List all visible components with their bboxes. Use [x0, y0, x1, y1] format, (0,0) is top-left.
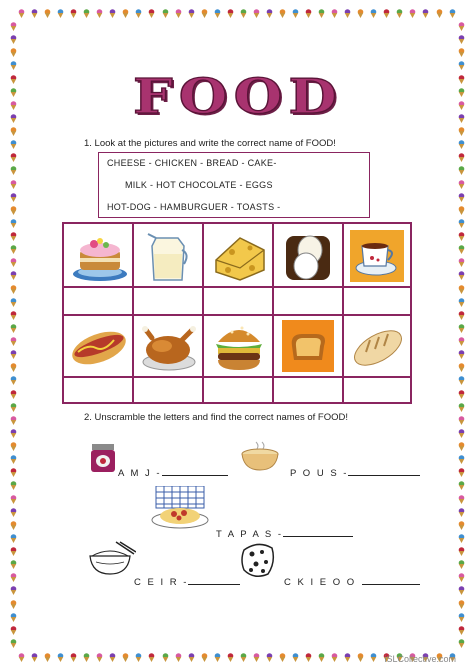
ice-cream-cone-icon [458, 547, 465, 556]
ice-cream-cone-icon [214, 9, 221, 18]
ice-cream-cone-icon [458, 403, 465, 412]
ice-cream-cone-icon [10, 166, 17, 175]
ice-cream-cone-icon [10, 61, 17, 70]
ice-cream-cone-icon [135, 653, 142, 662]
cheese-icon [210, 230, 268, 282]
ice-cream-cone-icon [31, 9, 38, 18]
ice-cream-cone-icon [292, 653, 299, 662]
page-title [98, 66, 378, 128]
ice-cream-cone-icon [458, 35, 465, 44]
decorative-border-left [8, 22, 18, 648]
ice-cream-cone-icon [458, 88, 465, 97]
ice-cream-cone-icon [227, 653, 234, 662]
ice-cream-cone-icon [10, 403, 17, 412]
ice-cream-cone-icon [458, 429, 465, 438]
ice-cream-cone-icon [10, 324, 17, 333]
ice-cream-cone-icon [458, 127, 465, 136]
ice-cream-cone-icon [31, 653, 38, 662]
ice-cream-cone-icon [383, 9, 390, 18]
ice-cream-cone-icon [18, 653, 25, 662]
ice-cream-cone-icon [44, 653, 51, 662]
ice-cream-cone-icon [83, 653, 90, 662]
ice-cream-cone-icon [10, 311, 17, 320]
pous-answer-blank[interactable] [348, 467, 420, 476]
ice-cream-cone-icon [10, 140, 17, 149]
ice-cream-cone-icon [458, 298, 465, 307]
ice-cream-cone-icon [10, 481, 17, 490]
ice-cream-cone-icon [96, 9, 103, 18]
word-bank [98, 152, 370, 218]
ice-cream-cone-icon [57, 9, 64, 18]
ice-cream-cone-icon [357, 653, 364, 662]
tapas-answer-blank[interactable] [283, 528, 353, 537]
ice-cream-cone-icon [10, 350, 17, 359]
ice-cream-cone-icon [10, 376, 17, 385]
unscramble-ckieoo [284, 576, 420, 588]
footer-credit: iSLCollective.com [384, 654, 456, 664]
word-bank-line-2: MILK - HOT CHOCOLATE - EGGS [125, 180, 273, 190]
ice-cream-cone-icon [458, 114, 465, 123]
ice-cream-cone-icon [10, 114, 17, 123]
answer-cell-8[interactable] [204, 378, 272, 402]
ice-cream-cone-icon [10, 258, 17, 267]
ice-cream-cone-icon [449, 9, 456, 18]
amj-answer-blank[interactable] [162, 467, 228, 476]
ice-cream-cone-icon [214, 653, 221, 662]
ice-cream-cone-icon [10, 271, 17, 280]
ice-cream-cone-icon [458, 219, 465, 228]
ice-cream-cone-icon [188, 9, 195, 18]
ice-cream-cone-icon [10, 153, 17, 162]
ice-cream-cone-icon [305, 9, 312, 18]
answer-cell-5[interactable] [344, 288, 410, 314]
ice-cream-cone-icon [344, 653, 351, 662]
ice-cream-cone-icon [10, 455, 17, 464]
unscramble-pous [290, 467, 420, 479]
unscramble-ceir [134, 576, 240, 588]
ice-cream-cone-icon [458, 140, 465, 149]
ice-cream-cone-icon [331, 9, 338, 18]
hot-dog-icon [68, 318, 130, 374]
ice-cream-cone-icon [10, 298, 17, 307]
ice-cream-cone-icon [70, 653, 77, 662]
ice-cream-cone-icon [10, 127, 17, 136]
ice-cream-cone-icon [10, 547, 17, 556]
answer-cell-4[interactable] [274, 288, 342, 314]
ceir-answer-blank[interactable] [188, 576, 240, 585]
ice-cream-cone-icon [458, 271, 465, 280]
food-picture-grid [62, 222, 412, 404]
answer-cell-1[interactable] [66, 288, 132, 314]
ice-cream-cone-icon [10, 245, 17, 254]
ice-cream-cone-icon [10, 560, 17, 569]
ice-cream-cone-icon [458, 22, 465, 31]
ice-cream-cone-icon [458, 468, 465, 477]
ice-cream-cone-icon [10, 390, 17, 399]
ice-cream-cone-icon [201, 9, 208, 18]
ice-cream-cone-icon [10, 219, 17, 228]
ice-cream-cone-icon [10, 232, 17, 241]
ice-cream-cone-icon [458, 285, 465, 294]
ice-cream-cone-icon [458, 416, 465, 425]
ice-cream-cone-icon [458, 166, 465, 175]
ice-cream-cone-icon [10, 442, 17, 451]
ice-cream-cone-icon [396, 9, 403, 18]
answer-cell-10[interactable] [344, 378, 410, 402]
unscramble-tapas [216, 528, 353, 540]
ice-cream-cone-icon [10, 88, 17, 97]
ice-cream-cone-icon [458, 324, 465, 333]
soup-icon [238, 440, 282, 472]
ice-cream-cone-icon [266, 9, 273, 18]
ice-cream-cone-icon [10, 613, 17, 622]
ice-cream-cone-icon [458, 245, 465, 254]
decorative-border-top [18, 8, 456, 18]
ice-cream-cone-icon [10, 626, 17, 635]
ice-cream-cone-icon [10, 586, 17, 595]
ice-cream-cone-icon [135, 9, 142, 18]
ceir-letters: C E I R - [134, 577, 189, 588]
ice-cream-cone-icon [422, 9, 429, 18]
hot-chocolate-icon [348, 228, 406, 284]
ice-cream-cone-icon [70, 9, 77, 18]
ice-cream-cone-icon [162, 9, 169, 18]
hamburger-icon [208, 318, 270, 374]
ice-cream-cone-icon [175, 9, 182, 18]
ice-cream-cone-icon [83, 9, 90, 18]
ice-cream-cone-icon [292, 9, 299, 18]
ice-cream-cone-icon [188, 653, 195, 662]
ice-cream-cone-icon [162, 653, 169, 662]
ice-cream-cone-icon [10, 363, 17, 372]
ice-cream-cone-icon [240, 653, 247, 662]
ice-cream-cone-icon [458, 311, 465, 320]
ice-cream-cone-icon [458, 193, 465, 202]
ice-cream-cone-icon [10, 429, 17, 438]
ice-cream-cone-icon [10, 75, 17, 84]
ice-cream-cone-icon [458, 180, 465, 189]
ice-cream-cone-icon [10, 337, 17, 346]
pasta-icon [148, 486, 212, 530]
ice-cream-cone-icon [96, 653, 103, 662]
ice-cream-cone-icon [458, 600, 465, 609]
ice-cream-cone-icon [10, 508, 17, 517]
ice-cream-cone-icon [10, 639, 17, 648]
ice-cream-cone-icon [305, 653, 312, 662]
ice-cream-cone-icon [458, 586, 465, 595]
ice-cream-cone-icon [57, 653, 64, 662]
ice-cream-cone-icon [458, 560, 465, 569]
ice-cream-cone-icon [458, 442, 465, 451]
answer-cell-2[interactable] [134, 288, 202, 314]
ice-cream-cone-icon [458, 481, 465, 490]
ice-cream-cone-icon [458, 376, 465, 385]
ice-cream-cone-icon [10, 468, 17, 477]
ice-cream-cone-icon [227, 9, 234, 18]
ice-cream-cone-icon [10, 285, 17, 294]
word-bank-line-3: HOT-DOG - HAMBURGUER - TOASTS - [107, 202, 281, 212]
ice-cream-cone-icon [458, 48, 465, 57]
cake-icon [70, 228, 130, 284]
tapas-letters: T A P A S - [216, 529, 284, 540]
unscramble-amj [118, 467, 228, 479]
ice-cream-cone-icon [10, 206, 17, 215]
ice-cream-cone-icon [458, 206, 465, 215]
ice-cream-cone-icon [266, 653, 273, 662]
ice-cream-cone-icon [458, 363, 465, 372]
answer-cell-3[interactable] [204, 288, 272, 314]
ice-cream-cone-icon [458, 337, 465, 346]
cookie-icon [238, 540, 278, 580]
ice-cream-cone-icon [409, 9, 416, 18]
ice-cream-cone-icon [458, 390, 465, 399]
ice-cream-cone-icon [10, 101, 17, 110]
amj-letters: A M J - [118, 468, 162, 479]
ice-cream-cone-icon [253, 653, 260, 662]
ice-cream-cone-icon [458, 495, 465, 504]
eggs-icon [280, 228, 336, 284]
title-text: FOOD [133, 68, 343, 126]
rice-bowl-icon [86, 540, 136, 576]
ice-cream-cone-icon [109, 9, 116, 18]
answer-cell-6[interactable] [66, 378, 132, 402]
ice-cream-cone-icon [10, 573, 17, 582]
milk-icon [144, 228, 192, 284]
ice-cream-cone-icon [148, 653, 155, 662]
ice-cream-cone-icon [279, 9, 286, 18]
answer-cell-9[interactable] [274, 378, 342, 402]
ice-cream-cone-icon [370, 9, 377, 18]
ice-cream-cone-icon [10, 180, 17, 189]
ice-cream-cone-icon [458, 75, 465, 84]
ice-cream-cone-icon [458, 232, 465, 241]
ice-cream-cone-icon [458, 508, 465, 517]
chicken-icon [138, 318, 200, 374]
ckieoo-answer-blank[interactable] [362, 576, 420, 585]
ice-cream-cone-icon [331, 653, 338, 662]
ice-cream-cone-icon [318, 9, 325, 18]
ice-cream-cone-icon [458, 613, 465, 622]
jam-icon [88, 442, 118, 474]
decorative-border-right [456, 22, 466, 648]
ice-cream-cone-icon [122, 653, 129, 662]
toast-icon [280, 318, 336, 374]
ice-cream-cone-icon [458, 153, 465, 162]
ice-cream-cone-icon [148, 9, 155, 18]
ice-cream-cone-icon [175, 653, 182, 662]
ice-cream-cone-icon [370, 653, 377, 662]
ice-cream-cone-icon [318, 653, 325, 662]
ice-cream-cone-icon [10, 534, 17, 543]
ice-cream-cone-icon [458, 521, 465, 530]
ice-cream-cone-icon [10, 193, 17, 202]
ice-cream-cone-icon [10, 521, 17, 530]
ice-cream-cone-icon [10, 600, 17, 609]
ice-cream-cone-icon [10, 22, 17, 31]
ice-cream-cone-icon [458, 61, 465, 70]
ice-cream-cone-icon [458, 573, 465, 582]
ice-cream-cone-icon [10, 48, 17, 57]
ice-cream-cone-icon [10, 495, 17, 504]
ice-cream-cone-icon [201, 653, 208, 662]
ice-cream-cone-icon [458, 101, 465, 110]
ice-cream-cone-icon [10, 35, 17, 44]
ice-cream-cone-icon [458, 455, 465, 464]
ice-cream-cone-icon [458, 639, 465, 648]
ice-cream-cone-icon [44, 9, 51, 18]
task2-instruction: 2. Unscramble the letters and find the correct names of FOOD! [84, 412, 349, 423]
ice-cream-cone-icon [122, 9, 129, 18]
pous-letters: P O U S - [290, 468, 349, 479]
ice-cream-cone-icon [357, 9, 364, 18]
ice-cream-cone-icon [10, 416, 17, 425]
word-bank-line-1: CHEESE - CHICKEN - BREAD - CAKE- [107, 158, 277, 168]
ice-cream-cone-icon [109, 653, 116, 662]
ice-cream-cone-icon [458, 350, 465, 359]
bread-icon [348, 318, 408, 374]
ice-cream-cone-icon [240, 9, 247, 18]
ice-cream-cone-icon [18, 9, 25, 18]
ice-cream-cone-icon [344, 9, 351, 18]
ice-cream-cone-icon [253, 9, 260, 18]
ckieoo-letters: C K I E O O [284, 577, 357, 588]
ice-cream-cone-icon [279, 653, 286, 662]
ice-cream-cone-icon [458, 534, 465, 543]
answer-cell-7[interactable] [134, 378, 202, 402]
ice-cream-cone-icon [458, 258, 465, 267]
task1-instruction: 1. Look at the pictures and write the correct name of FOOD! [84, 138, 336, 149]
ice-cream-cone-icon [436, 9, 443, 18]
ice-cream-cone-icon [458, 626, 465, 635]
